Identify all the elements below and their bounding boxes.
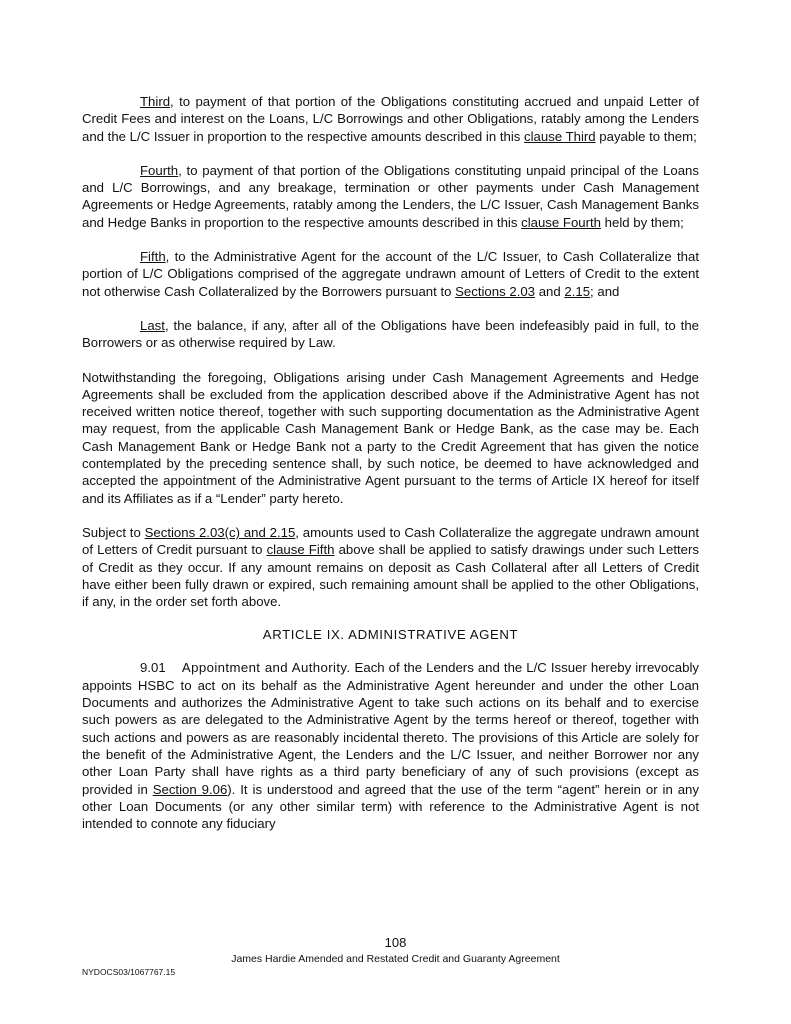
paragraph-text: held by them;	[601, 214, 684, 230]
paragraph-text: Subject to	[82, 524, 145, 540]
article-heading: ARTICLE IX. ADMINISTRATIVE AGENT	[262, 627, 519, 643]
paragraph-fifth	[82, 248, 699, 300]
paragraph-subject-to	[82, 524, 699, 610]
paragraph-text: , to the Administrative Agent for the account of the L/C Issuer, to Cash Collateralize that portion of L/C Obligations comprised of the aggregate undrawn amount of Letters of Credit to the extent not otherwise Cash Collateralized by the Borrowers pursuant to	[82, 249, 699, 299]
paragraph-notwithstanding: Notwithstanding the foregoing, Obligations arising under Cash Management Agreements and Hedge Agreements shall be excluded from the application described above if the Administrative Agent has not received written notice thereof, together with such supporting documentation as the Administrative Agent may request, from the applicable Cash Management Bank or Hedge Bank, as the case may be. Each Cash Management Bank or Hedge Bank not a party to the Credit Agreement that has given the notice contemplated by the preceding sentence shall, by such notice, be deemed to have acknowledged and accepted the appointment of the Administrative Agent pursuant to the terms of Article IX hereof for itself and its Affiliates as if a “Lender” party hereto.	[82, 369, 699, 506]
paragraph-text: , amounts used to Cash Collateralize the aggregate undrawn amount of Letters of Credit pursuant to	[82, 524, 699, 558]
paragraph-text: ; and	[590, 283, 620, 299]
clause-label-last: Last	[140, 317, 165, 333]
section-reference: Sections 2.03(c) and 2.15	[144, 524, 296, 540]
document-body	[82, 93, 699, 849]
footer-document-id: NYDOCS03/1067767.15	[82, 967, 176, 977]
clause-reference: clause Fourth	[521, 214, 602, 230]
page-number: 108	[384, 935, 407, 950]
paragraph-third	[82, 93, 699, 145]
clause-reference: clause Third	[524, 128, 596, 144]
clause-label-third: Third	[140, 94, 171, 109]
paragraph-text: payable to them;	[595, 128, 697, 144]
section-reference: Sections 2.03	[455, 283, 536, 299]
clause-reference: clause Fifth	[266, 542, 335, 558]
section-reference: 2.15	[564, 283, 591, 299]
clause-label-fifth: Fifth	[140, 249, 166, 265]
section-9-01	[82, 659, 699, 832]
section-title: Appointment and Authority.	[181, 660, 351, 676]
section-reference: Section 9.06	[152, 781, 228, 797]
paragraph-last	[82, 317, 699, 352]
paragraph-text: , to payment of that portion of the Obligations constituting accrued and unpaid Letter of Credit Fees and interest on the Loans, L/C Borrowings and other Obligations, ratably among the Lenders and the L/C Issuer in proportion to the respective amounts described in this	[82, 94, 699, 144]
paragraph-text: , to payment of that portion of the Obligations constituting unpaid principal of the Loans and L/C Borrowings, and any breakage, termination or other payments under Cash Management Agreements or Hedge Agreements, ratably among the Lenders, the L/C Issuer, Cash Management Banks and Hedge Banks in proportion to the respective amounts described in this	[82, 162, 699, 230]
paragraph-text: Each of the Lenders and the L/C Issuer hereby irrevocably appoints HSBC to act on its behalf as the Administrative Agent hereunder and under the other Loan Documents and authorizes the Administrative Agent to take such actions on its behalf and to exercise such powers as are delegated to the Administrative Agent by the terms hereof or thereof, together with such actions and powers as are reasonably incidental thereto. The provisions of this Article are solely for the benefit of the Administrative Agent, the Lenders and the L/C Issuer, and neither Borrower nor any other Loan Party shall have rights as a third party beneficiary of any of such provisions (except as provided in	[82, 660, 700, 797]
paragraph-text: ). It is understood and agreed that the use of the term “agent” herein or in any other Loan Documents (or any other similar term) with reference to the Administrative Agent is not intended to connote any fiduciary	[82, 781, 699, 832]
paragraph-text: above shall be applied to satisfy drawings under such Letters of Credit as they occur. If any amount remains on deposit as Cash Collateral after all Letters of Credit have either been fully drawn or expired, such remaining amount shall be applied to the other Obligations, if any, in the order set forth above.	[82, 542, 700, 610]
footer-document-title: James Hardie Amended and Restated Credit and Guaranty Agreement	[231, 953, 560, 965]
paragraph-text: and	[535, 283, 565, 299]
paragraph-fourth	[82, 162, 699, 231]
clause-label-fourth: Fourth	[140, 162, 179, 178]
section-number: 9.01	[140, 660, 166, 676]
paragraph-text: , the balance, if any, after all of the Obligations have been indefeasibly paid in full, to the Borrowers or as otherwise required by Law.	[82, 317, 699, 351]
